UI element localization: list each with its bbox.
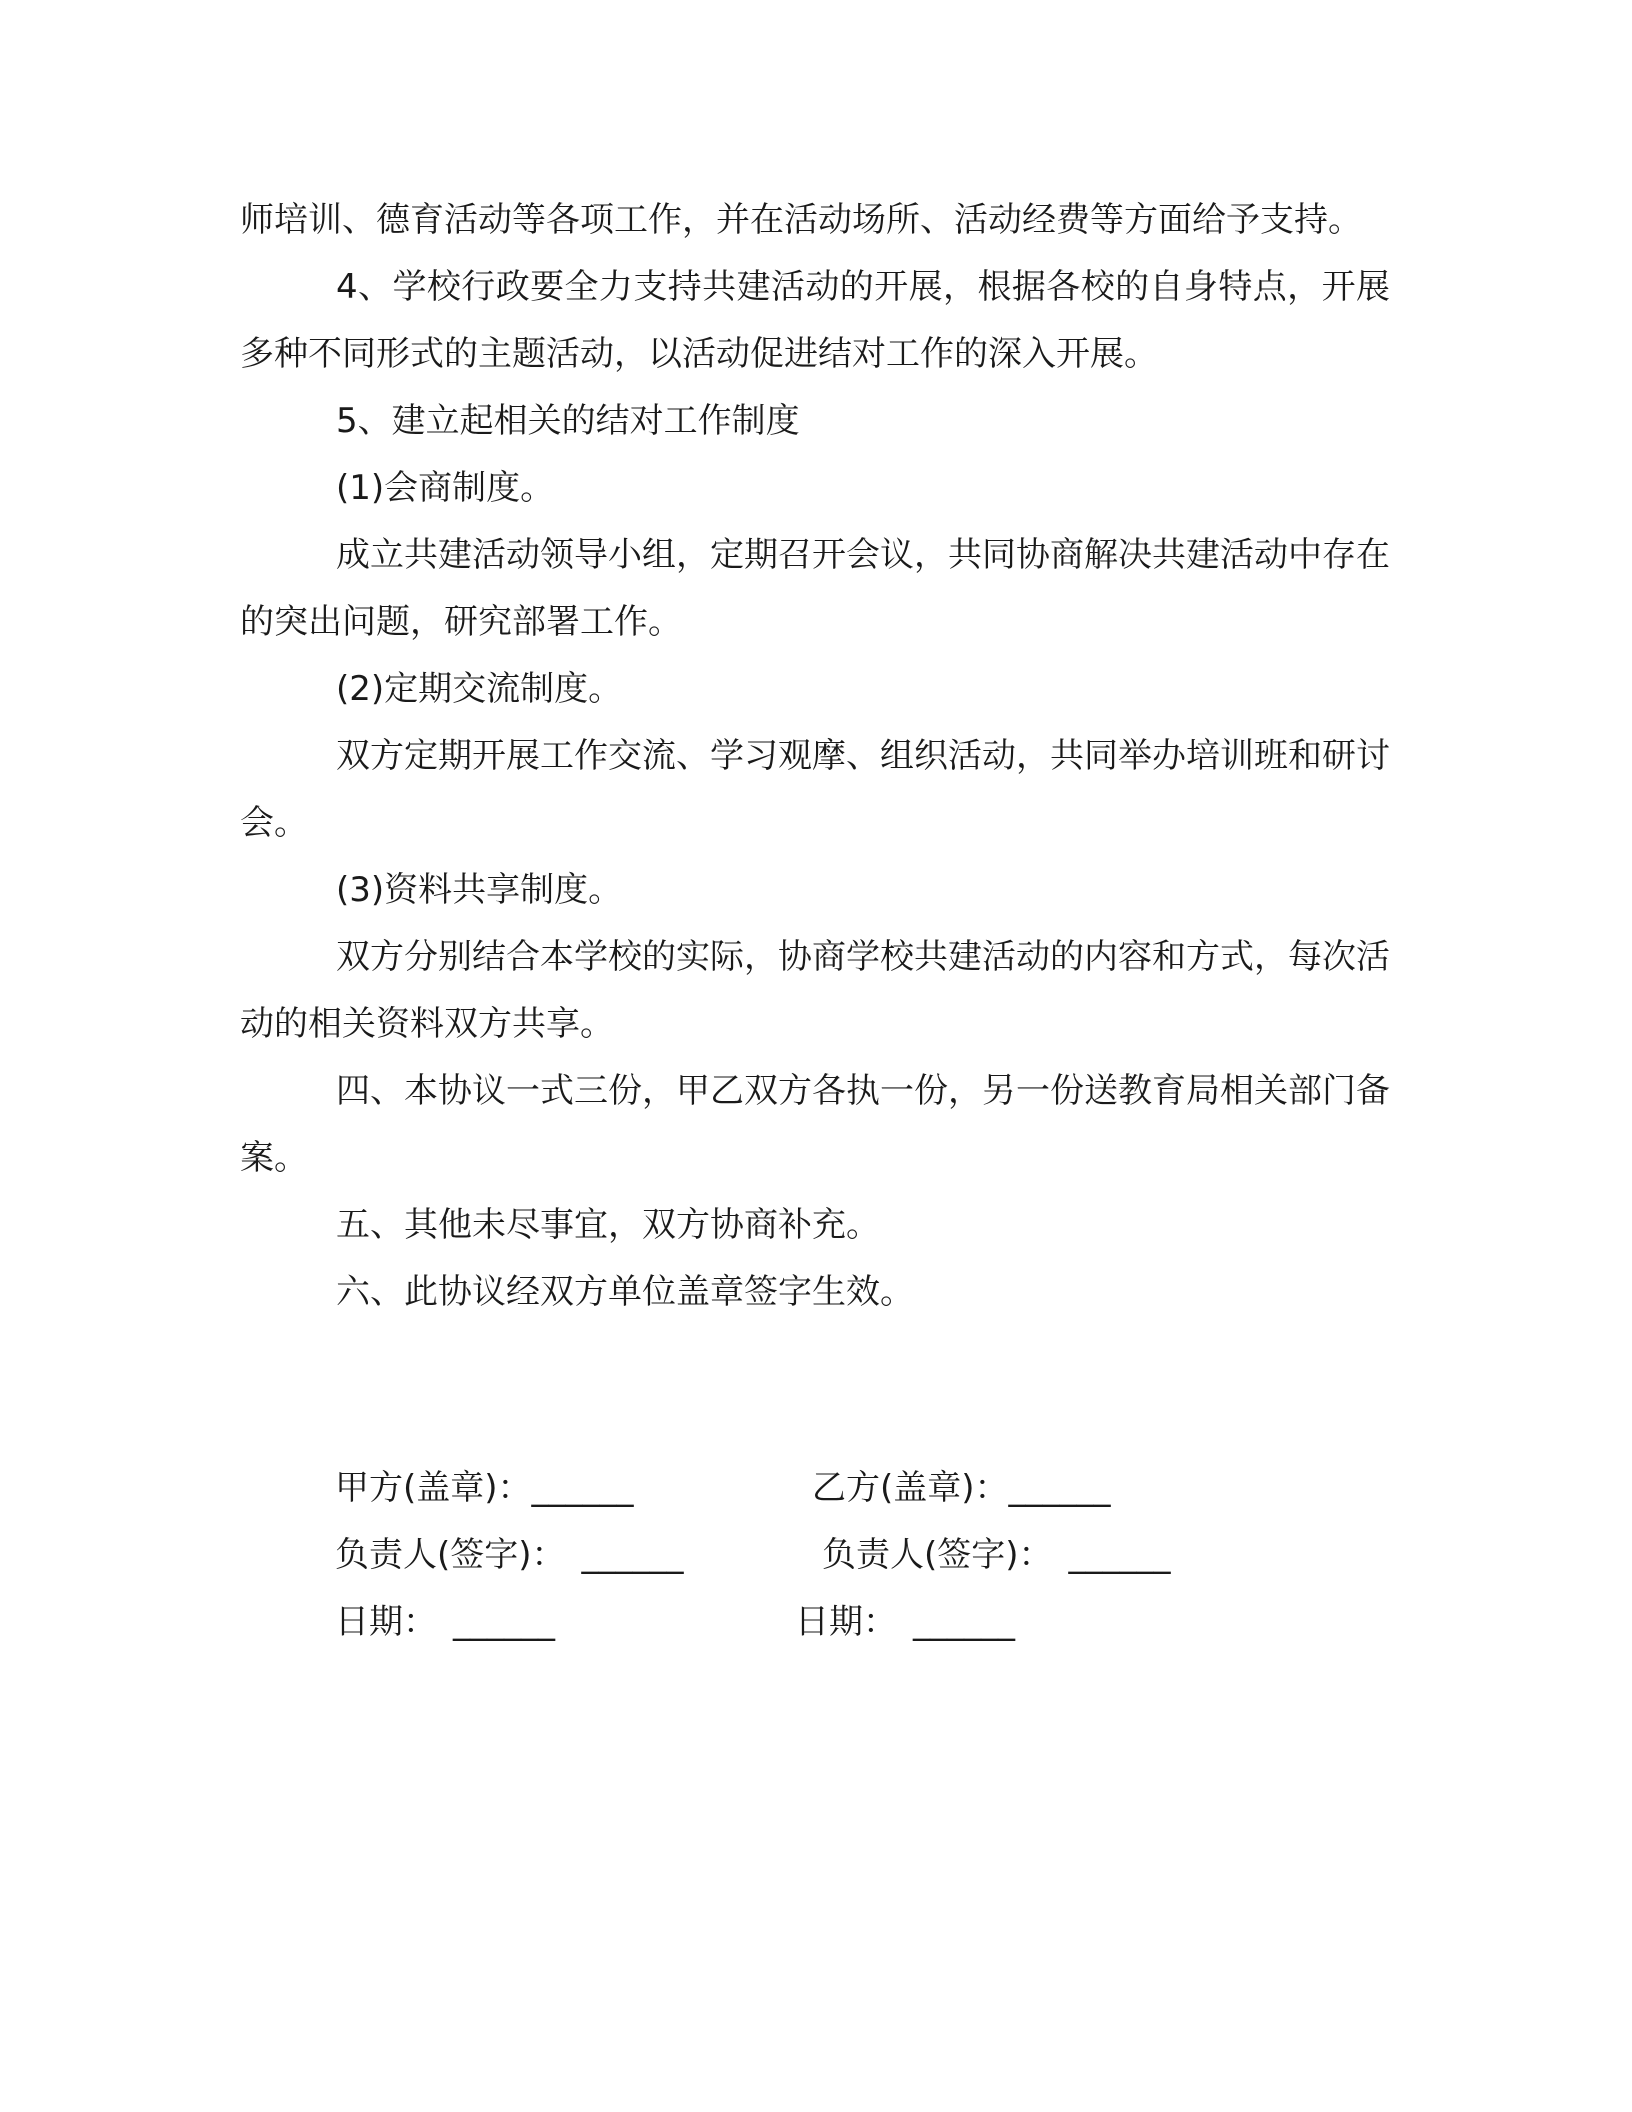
paragraph: 五、其他未尽事宜，双方协商补充。 [336,1205,880,1245]
paragraph: (2)定期交流制度。 [336,669,623,709]
paragraph: 师培训、德育活动等各项工作，并在活动场所、活动经费等方面给予支持。 [240,200,1362,240]
paragraph: (3)资料共享制度。 [336,870,623,910]
paragraph: 5、建立起相关的结对工作制度 [336,401,800,441]
document-body [240,187,1390,1326]
party-b-date-blank: ______ [913,1602,1015,1642]
party-b-seal-blank: ______ [1008,1468,1111,1508]
party-a-signer-line [335,1522,684,1589]
party-a-date-label: 日期： [335,1602,437,1642]
paragraph: 六、此协议经双方单位盖章签字生效。 [336,1272,914,1312]
party-a-seal-label: 甲方(盖章)： [335,1468,532,1508]
paragraph: 4、学校行政要全力支持共建活动的开展，根据各校的自身特点，开展多种不同形式的主题活动，以活动促进结对工作的深入开展。 [240,267,1390,374]
paragraph: 双方定期开展工作交流、学习观摩、组织活动，共同举办培训班和研讨会。 [240,736,1390,843]
party-a-seal-blank: ______ [531,1468,634,1508]
paragraph: 四、本协议一式三份，甲乙双方各执一份，另一份送教育局相关部门备案。 [240,1071,1390,1178]
party-a-date-blank: ______ [453,1602,555,1642]
paragraph: 成立共建活动领导小组，定期召开会议，共同协商解决共建活动中存在的突出问题，研究部署工作。 [240,535,1390,642]
party-b-signer-blank: ______ [1068,1535,1171,1575]
party-a-date-line [335,1589,555,1656]
party-a-seal-line [335,1455,634,1522]
party-b-seal-label: 乙方(盖章)： [812,1468,1009,1508]
party-a-signer-label: 负责人(签字)： [335,1535,566,1575]
party-b-signer-line [822,1522,1171,1589]
party-a-signer-blank: ______ [581,1535,684,1575]
paragraph: 双方分别结合本学校的实际，协商学校共建活动的内容和方式，每次活动的相关资料双方共享。 [240,937,1390,1044]
party-b-seal-line [812,1455,1111,1522]
party-b-date-label: 日期： [795,1602,897,1642]
party-b-date-line [795,1589,1015,1656]
party-b-signer-label: 负责人(签字)： [822,1535,1053,1575]
paragraph: (1)会商制度。 [336,468,555,508]
